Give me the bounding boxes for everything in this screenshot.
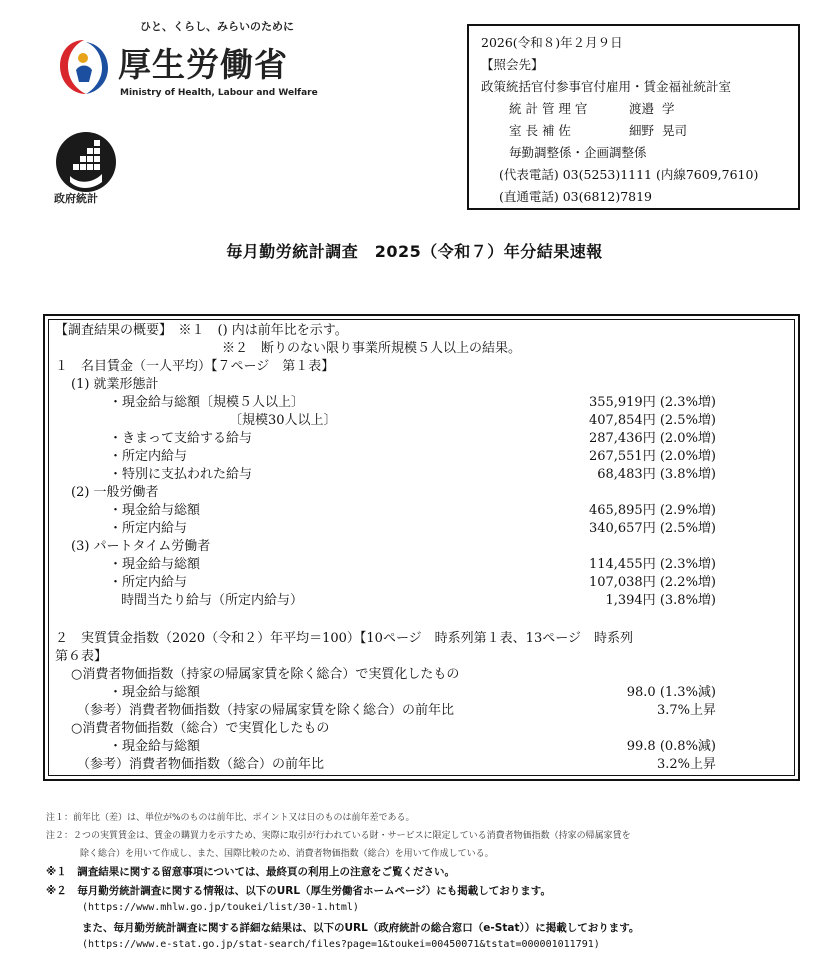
row-label: ・現金給与総額 <box>109 685 201 700</box>
ministry-name-jp: 厚生労働省 <box>118 45 288 84</box>
contact-box <box>467 24 800 210</box>
section2-title: ２ 実質賃金指数（2020（令和２）年平均＝100）【10ページ 時系列第１表、13ページ 時系列 <box>55 631 633 646</box>
note-2-line1: 注２：２つの実質賃金は、賃金の購買力を示すため、実際に取引が行われている財・サービスに限定している消費者物価指数（持家の帰属家賃を <box>46 831 631 841</box>
row-label: 時間当たり給与（所定内給与） <box>121 593 304 608</box>
row-label: ・所定内給与 <box>109 449 188 464</box>
phone-direct: (直通電話) 03(6812)7819 <box>499 189 653 204</box>
row-value: 465,895円 (2.9%増) <box>588 503 716 518</box>
summary-heading-note2: ※２ 断りのない限り事業所規模５人以上の結果。 <box>222 341 522 356</box>
row-value: 3.2%上昇 <box>656 757 716 772</box>
footnote-3: また、毎月勤労統計調査に関する詳細な結果は、以下のURL（政府統計の総合窓口（e-Stat））に掲載しております。 <box>82 922 640 934</box>
note-2-line2: 除く総合）を用いて作成し、また、国際比較のため、消費者物価指数（総合）を用いて作成している。 <box>80 849 494 859</box>
summary-heading: 【調査結果の概要】 ※１ () 内は前年比を示す。 <box>55 323 348 338</box>
release-date: 2026(令和８)年２月９日 <box>481 35 623 50</box>
mhlw-logo-icon <box>56 36 112 98</box>
section1-title: １ 名目賃金（一人平均）【７ページ 第１表】 <box>55 359 335 374</box>
row-label: ・現金給与総額〔規模５人以上〕 <box>109 395 305 410</box>
row-label: ・所定内給与 <box>109 521 188 536</box>
section2-a-ref: （参考）消費者物価指数（持家の帰属家賃を除く総合）の前年比 <box>77 703 455 718</box>
section2-b-title: ○消費者物価指数（総合）で実質化したもの <box>71 721 330 736</box>
section1-3-title: (3) パートタイム労働者 <box>71 539 211 554</box>
footnote-2: ※２ 毎月勤労統計調査に関する情報は、以下のURL（厚生労働省ホームページ）にも掲載しております。 <box>46 885 551 897</box>
estat-url-link[interactable]: (https://www.e-stat.go.jp/stat-search/files?page=1&toukei=00450071&tstat=000001011791) <box>82 939 600 950</box>
row-value: 287,436円 (2.0%増) <box>588 431 716 446</box>
row-label: ・きまって支給する給与 <box>109 431 253 446</box>
summary-box <box>43 314 800 781</box>
row-value: 267,551円 (2.0%増) <box>588 449 716 464</box>
row-label: ・現金給与総額 <box>109 503 201 518</box>
logo-tagline: ひと、くらし、みらいのために <box>140 20 294 33</box>
note-1: 注１：前年比（差）は、単位が%のものは前年比、ポイント又は日のものは前年差である。 <box>46 813 415 823</box>
section2-b-ref: （参考）消費者物価指数（総合）の前年比 <box>77 757 325 772</box>
government-statistics-label: 政府統計 <box>54 192 98 205</box>
row-value: 114,455円 (2.3%増) <box>588 557 716 572</box>
mhlw-url-link[interactable]: (https://www.mhlw.go.jp/toukei/list/30-1.html) <box>82 902 359 913</box>
contact-heading: 【照会先】 <box>481 57 544 72</box>
section2-title-cont: 第６表】 <box>55 649 108 664</box>
section2-a-title: ○消費者物価指数（持家の帰属家賃を除く総合）で実質化したもの <box>71 667 460 682</box>
officer2-name: 細野 晃司 <box>629 123 687 138</box>
ministry-name-en: Ministry of Health, Labour and Welfare <box>120 88 318 98</box>
row-label: ・特別に支払われた給与 <box>109 467 253 482</box>
row-value: 340,657円 (2.5%増) <box>588 521 716 536</box>
row-value: 407,854円 (2.5%増) <box>588 413 716 428</box>
row-value: 3.7%上昇 <box>656 703 716 718</box>
contact-section: 毎勤調整係・企画調整係 <box>509 145 647 160</box>
row-value: 107,038円 (2.2%増) <box>588 575 716 590</box>
row-value: 98.0 (1.3%減) <box>626 685 716 700</box>
row-value: 1,394円 (3.8%増) <box>605 593 716 608</box>
section1-2-title: (2) 一般労働者 <box>71 485 159 500</box>
officer1-name: 渡邉 学 <box>629 101 675 116</box>
officer2-title: 室 長 補 佐 <box>509 123 571 138</box>
footnote-1: ※１ 調査結果に関する留意事項については、最終頁の利用上の注意をご覧ください。 <box>46 866 455 878</box>
page-title: 毎月勤労統計調査 2025（令和７）年分結果速報 <box>226 242 603 261</box>
phone-main: (代表電話) 03(5253)1111 (内線7609,7610) <box>499 167 759 182</box>
row-label: ・現金給与総額 <box>109 739 201 754</box>
officer1-title: 統 計 管 理 官 <box>509 101 588 116</box>
row-label: ・所定内給与 <box>109 575 188 590</box>
row-label: ・現金給与総額 <box>109 557 201 572</box>
row-value: 355,919円 (2.3%増) <box>588 395 716 410</box>
row-label: 〔規模30人以上〕 <box>229 413 337 428</box>
section1-1-title: (1) 就業形態計 <box>71 377 159 392</box>
contact-office: 政策統括官付参事官付雇用・賃金福祉統計室 <box>481 79 732 94</box>
row-value: 68,483円 (3.8%増) <box>597 467 716 482</box>
row-value: 99.8 (0.8%減) <box>626 739 716 754</box>
government-statistics-icon <box>56 132 116 192</box>
